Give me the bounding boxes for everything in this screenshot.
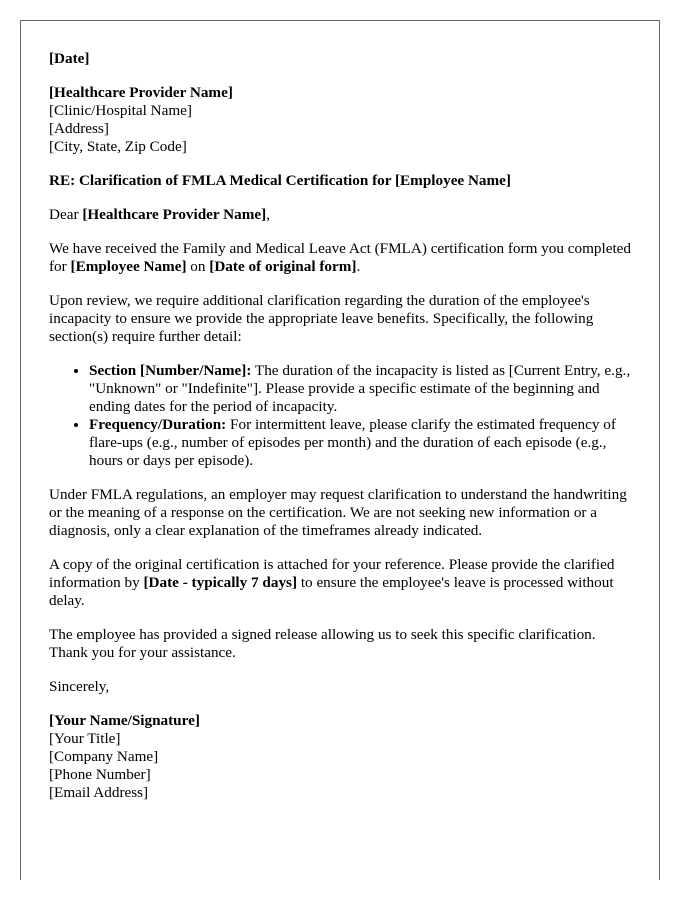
date: [Date] — [49, 50, 90, 67]
clarification-list — [49, 362, 631, 470]
original-form-date: [Date of original form] — [209, 258, 357, 275]
salutation — [49, 206, 631, 224]
list-item-label: Section [Number/Name]: — [89, 362, 252, 379]
paragraph-received-text-3: . — [356, 258, 361, 275]
recipient-clinic: [Clinic/Hospital Name] — [49, 102, 192, 119]
salutation-suffix: , — [266, 206, 270, 223]
signature-title: [Your Title] — [49, 730, 121, 747]
recipient-city-state-zip: [City, State, Zip Code] — [49, 138, 187, 155]
paragraph-regulations: Under FMLA regulations, an employer may request clarification to understand the handwriting or the meaning of a response on the certification. We are not seeking new information or a diagnosis, only a clear explanation of the timeframes already indicated. — [49, 486, 627, 539]
list-item-frequency — [89, 416, 631, 470]
paragraph-attachment — [49, 556, 631, 610]
closing: Sincerely, — [49, 678, 110, 695]
signature-block — [49, 712, 631, 802]
date-line — [49, 50, 631, 68]
paragraph-review: Upon review, we require additional clarification regarding the duration of the employee's incapacity to ensure we provide the appropriate leave benefits. Specifically, the following section(s) require further detail: — [49, 292, 594, 345]
letter-page — [20, 20, 660, 880]
salutation-prefix: Dear — [49, 206, 83, 223]
deadline: [Date - typically 7 days] — [143, 574, 298, 591]
salutation-name: [Healthcare Provider Name] — [82, 206, 267, 223]
recipient-address-block — [49, 84, 631, 156]
recipient-address: [Address] — [49, 120, 109, 137]
list-item-text: For intermittent leave, please clarify the estimated frequency of flare-ups (e.g., number of episodes per month) and the duration of each episode (e.g., hours or days per episode). — [89, 416, 616, 469]
list-item-section — [89, 362, 631, 416]
paragraph-attachment-text-2: to ensure the employee's leave is processed without delay. — [49, 574, 614, 609]
signature-phone: [Phone Number] — [49, 766, 151, 783]
re-line-text: RE: Clarification of FMLA Medical Certification for [Employee Name] — [49, 172, 511, 189]
list-item-text: The duration of the incapacity is listed as [Current Entry, e.g., "Unknown" or "Indefinite"]. Please provide a specific estimate of the beginning and ending dates for the period of incapacity. — [89, 362, 631, 415]
paragraph-release: The employee has provided a signed release allowing us to seek this specific clarification. Thank you for your assistance. — [49, 626, 596, 661]
signature-email: [Email Address] — [49, 784, 149, 801]
employee-name: [Employee Name] — [70, 258, 187, 275]
recipient-name: [Healthcare Provider Name] — [49, 84, 233, 101]
paragraph-received-text-2: on — [186, 258, 210, 275]
paragraph-received — [49, 240, 631, 276]
re-line — [49, 172, 631, 190]
signature-company: [Company Name] — [49, 748, 159, 765]
paragraph-attachment-text-1: A copy of the original certification is attached for your reference. Please provide the clarified information by — [49, 556, 615, 591]
signature-name: [Your Name/Signature] — [49, 712, 200, 729]
paragraph-received-text-1: We have received the Family and Medical Leave Act (FMLA) certification form you completed for — [49, 240, 632, 275]
list-item-label: Frequency/Duration: — [89, 416, 227, 433]
